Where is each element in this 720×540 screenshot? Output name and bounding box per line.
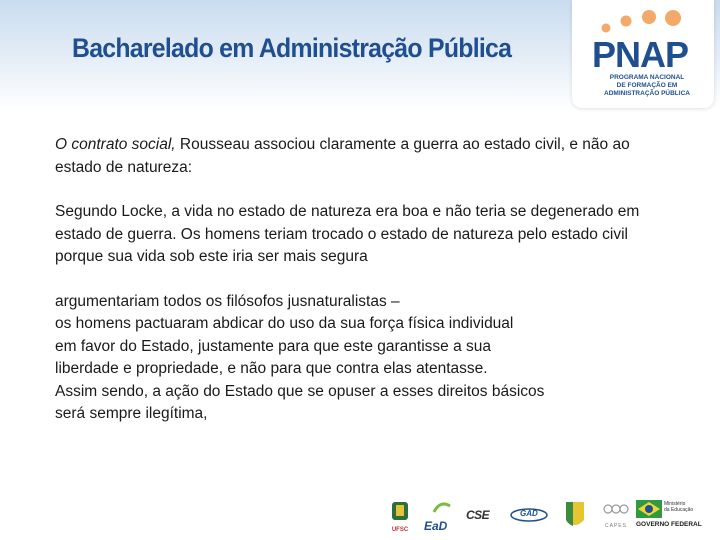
paragraph-jusnaturalistas: argumentariam todos os filósofos jusnaturalistas – os homens pactuaram abdicar do uso da sua força física individual em favor do Estado, justamente para que este garantisse a sua liberdade e propriedade, e não para que contra elas atentasse. Assim sendo, a ação do Estado que se opuser a esses direitos básicos será sempre ilegítima, [55,292,545,422]
partner-logos [388,500,713,534]
pnap-logo [572,0,714,108]
pnap-subtitle: PROGRAMA NACIONAL DE FORMAÇÃO EM ADMINISTRAÇÃO PÚBLICA [604,74,690,97]
gad-logo: GAD [510,508,548,527]
cse-logo: CSE [466,508,490,522]
paragraph-locke: Segundo Locke, a vida no estado de natureza era boa e não teria se degenerado em estado de guerra. Os homens teriam trocado o estado de natureza pelo estado civil porque sua vida sob este iria ser mais segura [55,203,640,265]
shield-logo [563,500,587,535]
ead-logo: EaD [424,500,456,533]
ministry-text: Ministério da Educação [664,501,694,513]
people-dots-icon [596,8,696,36]
paragraph-rousseau: O contrato social, Rousseau associou claramente a guerra ao estado civil, e não ao estado de natureza: [55,136,630,176]
italic-term: O contrato social, [55,136,176,153]
ufsc-logo: UFSC [388,500,412,533]
slide-body [55,134,675,448]
governo-federal-label: GOVERNO FEDERAL [636,521,702,528]
capes-logo: CAPES [598,500,634,529]
course-title: Bacharelado em Administração Pública [72,33,512,63]
brazil-flag-icon [636,500,662,523]
pnap-mark: PNAP [592,34,689,75]
